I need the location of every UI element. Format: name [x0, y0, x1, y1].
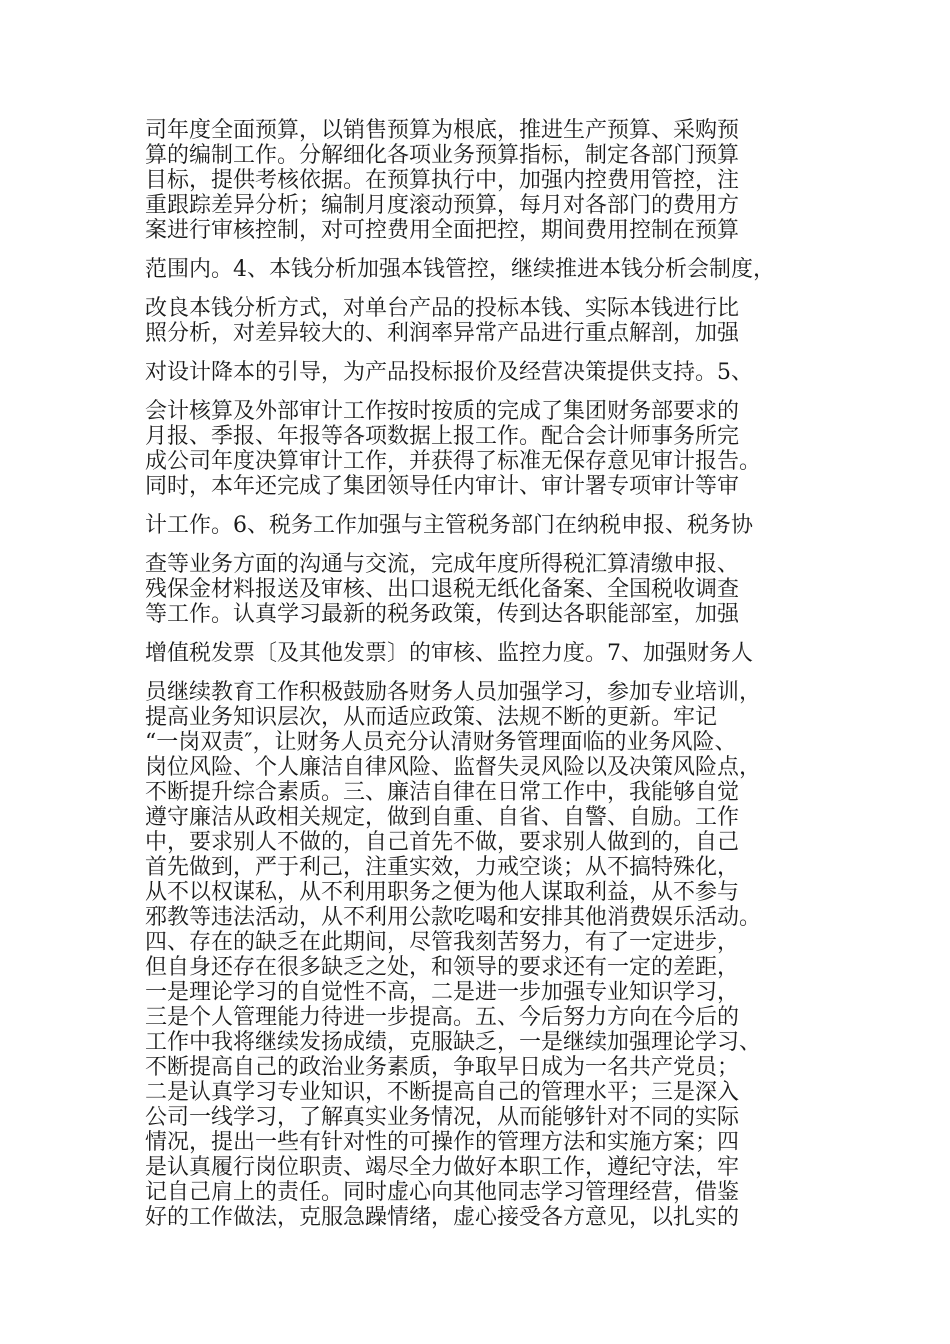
text-line: 残保金材料报送及审核、出口退税无纸化备案、全国税收调查: [145, 577, 740, 602]
text-line: “一岗双责″，让财务人员充分认清财务管理面临的业务风险、: [145, 730, 737, 755]
text-line: 照分析，对差异较大的、利润率异常产品进行重点解剖，加强: [145, 321, 740, 346]
text-line: 同时，本年还完成了集团领导任内审计、审计署专项审计等审: [145, 474, 740, 499]
text-line: 从不以权谋私，从不利用职务之便为他人谋取利益，从不参与: [145, 880, 740, 905]
text-line: 情况，提出一些有针对性的可操作的管理方法和实施方案；四: [145, 1130, 740, 1155]
text-line: 遵守廉洁从政相关规定，做到自重、自省、自警、自励。工作: [145, 805, 740, 830]
text-line: 但自身还存在很多缺乏之处，和领导的要求还有一定的差距，: [145, 955, 740, 980]
text-line: 不断提高自己的政治业务素质，争取早日成为一名共产党员；: [145, 1055, 740, 1080]
text-line: 会计核算及外部审计工作按时按质的完成了集团财务部要求的: [145, 399, 740, 424]
text-line: 四、存在的缺乏在此期间，尽管我刻苦努力，有了一定进步，: [145, 930, 740, 955]
text-line: 不断提升综合素质。三、廉洁自律在日常工作中，我能够自觉: [145, 780, 740, 805]
text-line: 查等业务方面的沟通与交流，完成年度所得税汇算清缴申报、: [145, 552, 740, 577]
text-line: 岗位风险、个人廉洁自律风险、监督失灵风险以及决策风险点，: [145, 755, 762, 780]
text-line: 重跟踪差异分析；编制月度滚动预算，每月对各部门的费用方: [145, 193, 740, 218]
text-line: 成公司年度决算审计工作，并获得了标准无保存意见审计报告。: [145, 449, 762, 474]
text-line: 范围内。4、本钱分析加强本钱管控，继续推进本钱分析会制度，: [145, 257, 775, 282]
text-line: 提高业务知识层次，从而适应政策、法规不断的更新。牢记: [145, 705, 718, 730]
text-line: 二是认真学习专业知识，不断提高自己的管理水平；三是深入: [145, 1080, 740, 1105]
text-line: 首先做到，严于利己，注重实效，力戒空谈；从不搞特殊化，: [145, 855, 740, 880]
text-line: 公司一线学习，了解真实业务情况，从而能够针对不同的实际: [145, 1105, 740, 1130]
text-line: 增值税发票〔及其他发票〕的审核、监控力度。7、加强财务人: [145, 641, 753, 666]
text-line: 目标，提供考核依据。在预算执行中，加强内控费用管控，注: [145, 168, 740, 193]
text-line: 算的编制工作。分解细化各项业务预算指标，制定各部门预算: [145, 143, 740, 168]
document-page: [145, 118, 817, 1230]
text-line: 一是理论学习的自觉性不高，二是进一步加强专业知识学习，: [145, 980, 740, 1005]
text-line: 对设计降本的引导，为产品投标报价及经营决策提供支持。5、: [145, 360, 753, 385]
text-line: 月报、季报、年报等各项数据上报工作。配合会计师事务所完: [145, 424, 740, 449]
text-line: 司年度全面预算，以销售预算为根底，推进生产预算、采购预: [145, 118, 740, 143]
text-line: 等工作。认真学习最新的税务政策，传到达各职能部室，加强: [145, 602, 740, 627]
text-line: 改良本钱分析方式，对单台产品的投标本钱、实际本钱进行比: [145, 296, 740, 321]
text-line: 计工作。6、税务工作加强与主管税务部门在纳税申报、税务协: [145, 513, 753, 538]
text-line: 记自己肩上的责任。同时虚心向其他同志学习管理经营，借鉴: [145, 1180, 740, 1205]
text-line: 员继续教育工作积极鼓励各财务人员加强学习，参加专业培训，: [145, 680, 762, 705]
text-line: 案进行审核控制，对可控费用全面把控，期间费用控制在预算: [145, 218, 740, 243]
text-line: 中，要求别人不做的，自己首先不做，要求别人做到的，自己: [145, 830, 740, 855]
text-line: 三是个人管理能力待进一步提高。五、今后努力方向在今后的: [145, 1005, 740, 1030]
text-line: 是认真履行岗位职责、竭尽全力做好本职工作，遵纪守法，牢: [145, 1155, 740, 1180]
text-line: 工作中我将继续发扬成绩，克服缺乏，一是继续加强理论学习、: [145, 1030, 762, 1055]
text-line: 好的工作做法，克服急躁情绪，虚心接受各方意见，以扎实的: [145, 1205, 740, 1230]
text-line: 邪教等违法活动，从不利用公款吃喝和安排其他消费娱乐活动。: [145, 905, 762, 930]
